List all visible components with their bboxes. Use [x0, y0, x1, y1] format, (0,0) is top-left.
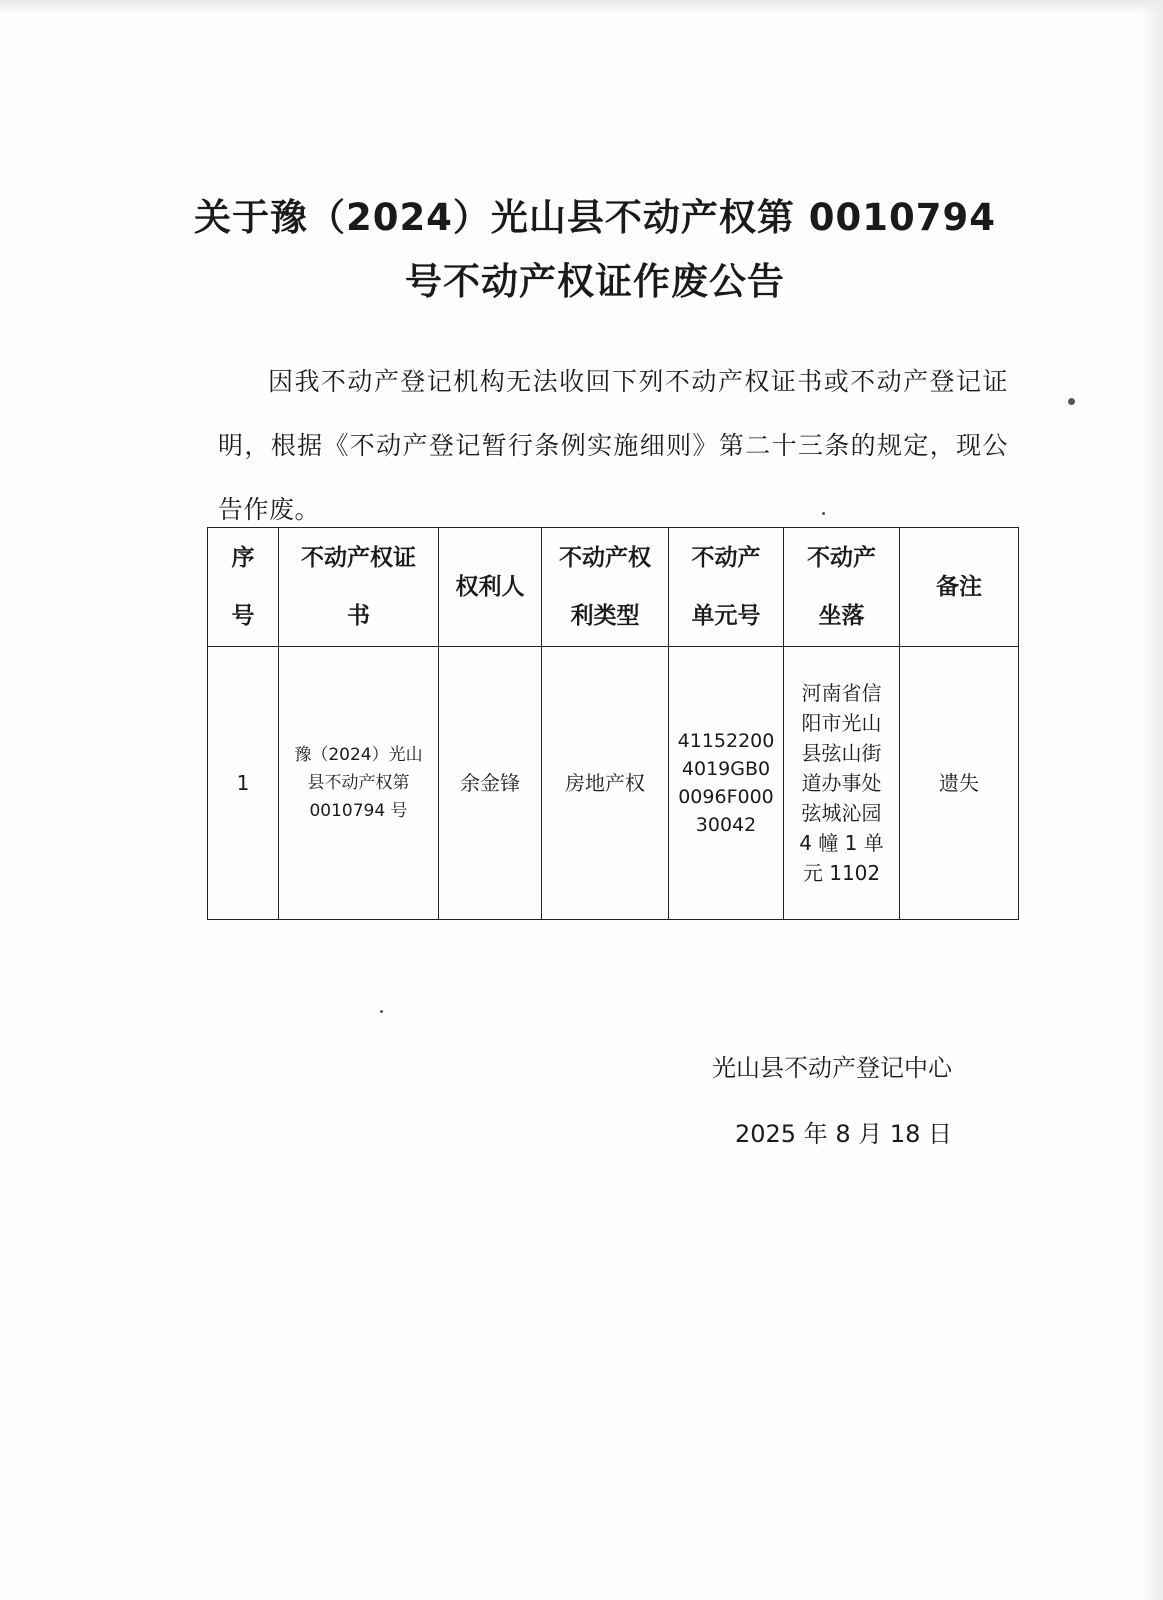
notice-title	[190, 186, 1000, 314]
cell-right-type: 房地产权	[542, 647, 669, 920]
cell-remark: 遗失	[900, 647, 1019, 920]
cell-holder: 余金锋	[439, 647, 542, 920]
header-index: 序号	[208, 528, 279, 647]
table-header-row	[208, 528, 1019, 647]
cell-index: 1	[208, 647, 279, 920]
scan-speck	[1068, 398, 1075, 405]
header-remark: 备注	[900, 528, 1019, 647]
cell-unit-no: 411522004019GB00096F00030042	[669, 647, 784, 920]
header-unit-no: 不动产单元号	[669, 528, 784, 647]
notice-intro: 因我不动产登记机构无法收回下列不动产权证书或不动产登记证明，根据《不动产登记暂行条例实施细则》第二十三条的规定，现公告作废。	[218, 367, 1008, 524]
scan-speck	[380, 1010, 383, 1013]
issuing-organization: 光山县不动产登记中心	[712, 1054, 952, 1082]
header-right-type: 不动产权利类型	[542, 528, 669, 647]
header-certificate: 不动产权证书	[279, 528, 439, 647]
table-row	[208, 647, 1019, 920]
title-line-2: 号不动产权证作废公告	[405, 260, 785, 303]
header-location: 不动产坐落	[784, 528, 900, 647]
scan-edge-top	[0, 0, 1163, 14]
cell-location: 河南省信阳市光山县弦山街道办事处弦城沁园 4 幢 1 单元 1102	[784, 647, 900, 920]
issue-date: 2025 年 8 月 18 日	[735, 1120, 953, 1148]
scan-speck	[822, 512, 825, 515]
void-certificate-table	[207, 527, 1019, 920]
scan-edge-right	[1141, 0, 1163, 1600]
title-line-1: 关于豫（2024）光山县不动产权第 0010794	[193, 196, 997, 239]
cell-certificate: 豫（2024）光山县不动产权第0010794 号	[279, 647, 439, 920]
header-holder: 权利人	[439, 528, 542, 647]
